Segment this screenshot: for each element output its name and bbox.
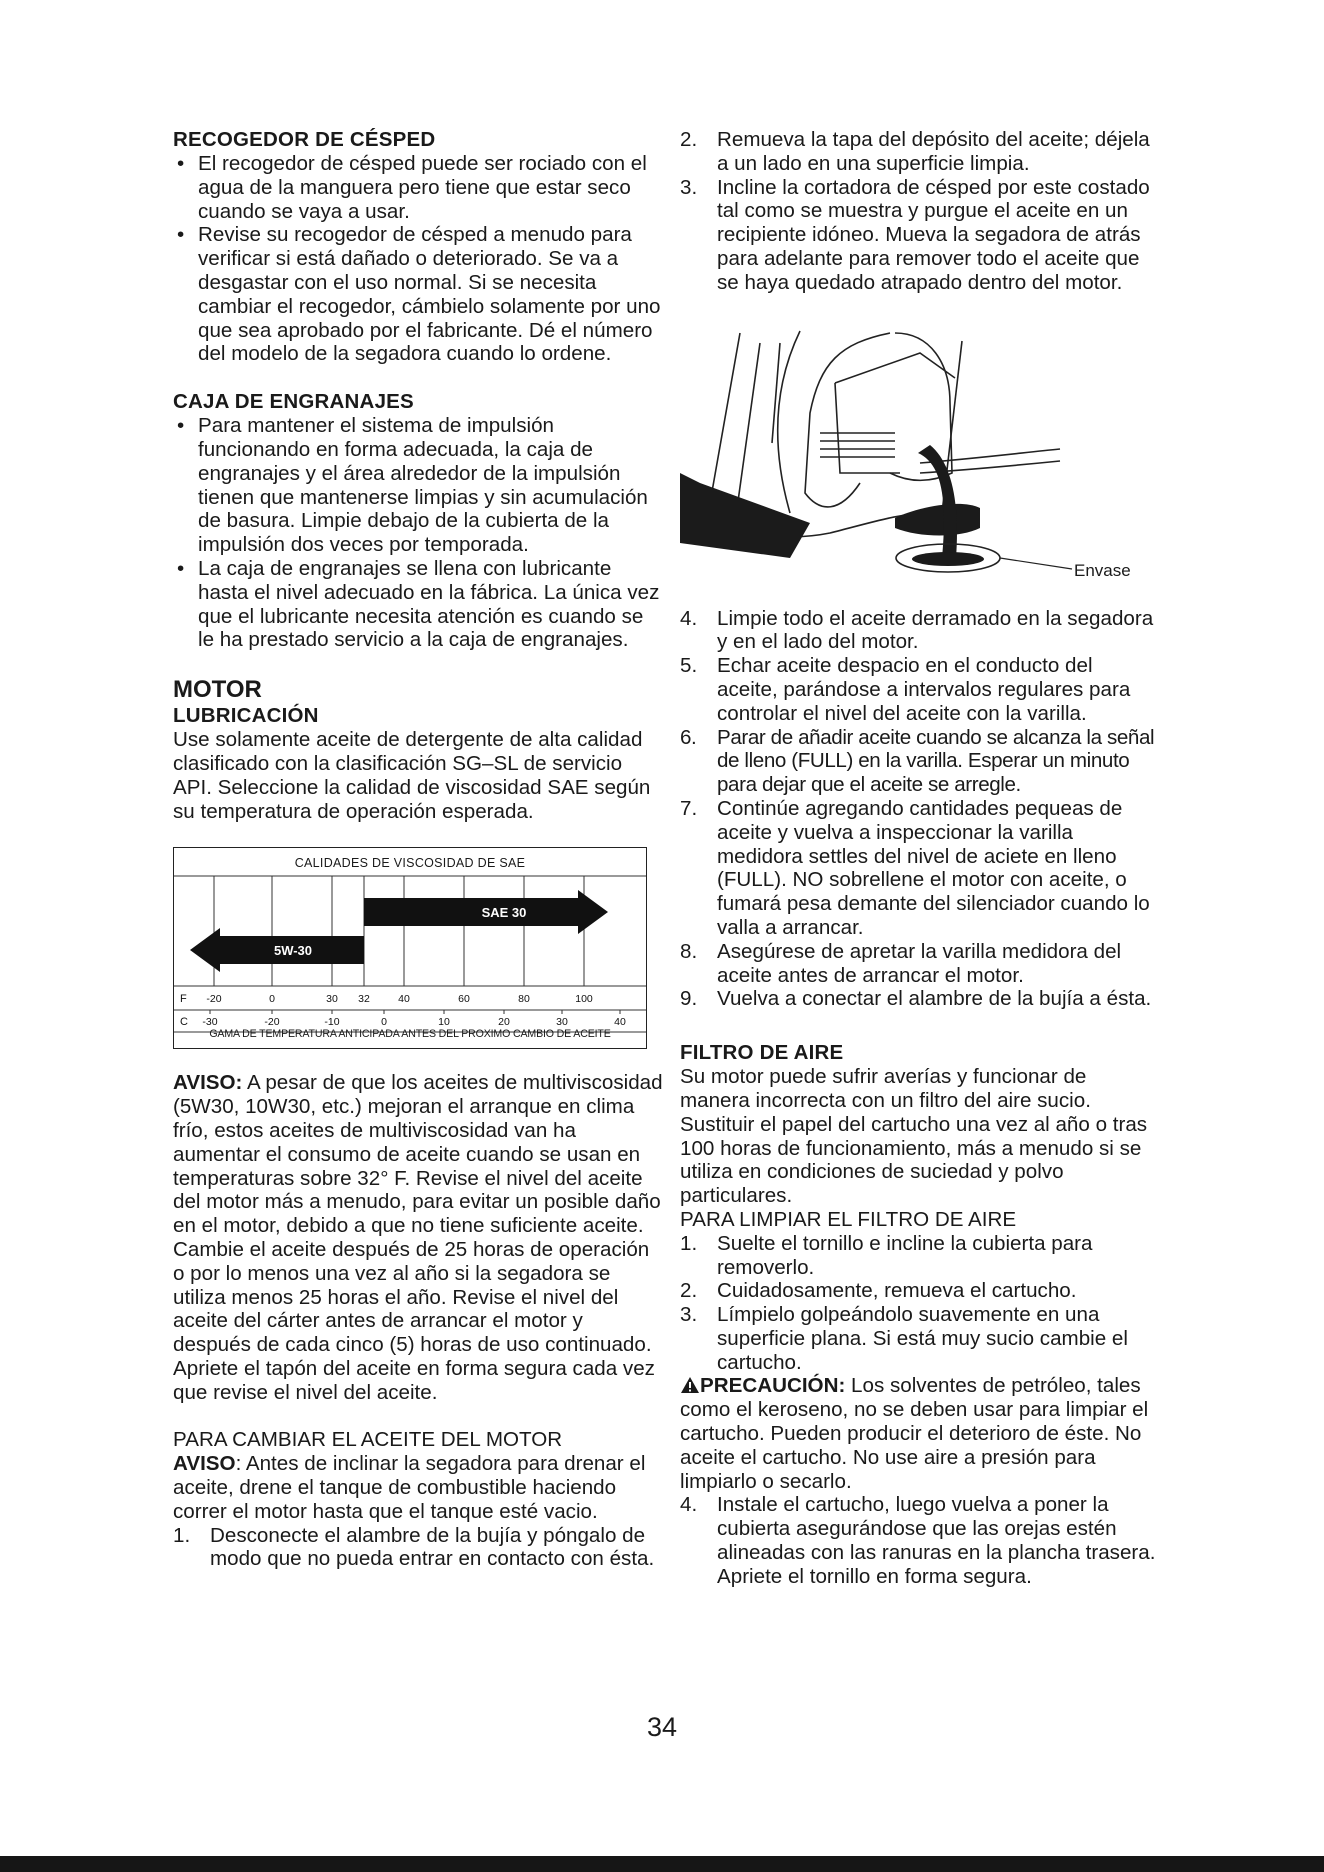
f-tick-label: -20 [206, 993, 222, 1006]
c-tick-label: -30 [202, 1016, 218, 1029]
c-tick-label: 20 [498, 1016, 510, 1029]
step-number: 1. [680, 1231, 698, 1255]
step-text: Límpielo golpeándolo suavemente en una superficie plana. Si está muy sucio cambie el cartucho. [717, 1303, 1128, 1374]
left-column [173, 128, 663, 1571]
filtro-steps-after [680, 1493, 1156, 1588]
list-item [680, 797, 1156, 940]
step-number: 7. [680, 796, 698, 820]
viscosity-chart-svg [174, 848, 646, 1048]
step-text: Echar aceite despacio en el conducto del aceite, parándose a intervalos regulares para controlar el nivel del aceite con la varilla. [717, 654, 1131, 725]
f-tick-label: 0 [269, 993, 275, 1006]
refill-steps [680, 607, 1156, 1012]
list-item: • Para mantener el sistema de impulsión funcionando en forma adecuada, la caja de engranajes y el área alrededor de la impulsión tienen que mantenerse limpias y sin acumulación de basura. Limpie debajo de la cubierta de la impulsión dos veces por temporada. [173, 414, 663, 557]
step-text: Asegúrese de apretar la varilla medidora del aceite antes de arrancar el motor. [717, 939, 1122, 987]
viscosity-chart [173, 847, 647, 1049]
cambiar-aviso-paragraph [173, 1452, 663, 1523]
step-number: 4. [680, 606, 698, 630]
filtro-subtitle: PARA LIMPIAR EL FILTRO DE AIRE [680, 1207, 1017, 1231]
list-item [680, 128, 1156, 176]
chart-title: CALIDADES DE VISCOSIDAD DE SAE [294, 856, 526, 871]
c-tick-label: -20 [264, 1016, 280, 1029]
f-tick-label: 100 [575, 993, 593, 1006]
filtro-intro: Su motor puede sufrir averías y funcionar de manera incorrecta con un filtro del aire sucio. Sustituir el papel del cartucho una vez al año o tras 100 horas de funcionamiento, más a menudo si se utiliza en condiciones de suciedad y polvo particulares. [680, 1065, 1148, 1208]
step-text: Desconecte el alambre de la bujía y póngalo de modo que no pueda entrar en contacto con ésta. [210, 1523, 655, 1571]
bottom-scan-edge [0, 1856, 1324, 1872]
list-item [173, 1524, 663, 1572]
list-item [680, 654, 1156, 725]
step-number: 9. [680, 987, 698, 1011]
f-tick-label: 30 [326, 993, 338, 1006]
step-number: 2. [680, 128, 698, 151]
lubricacion-intro: Use solamente aceite de detergente de alta calidad clasificado con la clasificación SG–SL de servicio API. Seleccione la calidad de viscosidad SAE según su temperatura de operación esperada. [173, 728, 651, 823]
series-label: 5W-30 [273, 943, 313, 959]
precaucion-paragraph [680, 1374, 1156, 1493]
step-text: Continúe agregando cantidades pequeas de aceite y vuelva a inspeccionar la varilla medidora settles del nivel de aciete en lleno (FULL). NO sobrellene el motor con aceite, o fumará pesa demante del silenciador cuando lo valla a arrancar. [717, 796, 1150, 939]
list-item [680, 940, 1156, 988]
warning-triangle-icon [680, 1376, 700, 1394]
aviso-text: : Antes de inclinar la segadora para drenar el aceite, drene el tanque de combustible haciendo correr el motor hasta que el tanque esté vacio. [173, 1452, 646, 1523]
cambiar-aceite-heading: PARA CAMBIAR EL ACEITE DEL MOTOR [173, 1428, 563, 1452]
c-tick-label: 10 [438, 1016, 450, 1029]
list-item [680, 726, 1156, 797]
f-tick-label: 80 [518, 993, 530, 1006]
list-item [680, 176, 1156, 295]
list-item [680, 987, 1156, 1011]
list-item [680, 607, 1156, 655]
aviso-label: AVISO [173, 1452, 236, 1476]
step-text: Cuidadosamente, remueva el cartucho. [717, 1279, 1077, 1303]
step-text: Instale el cartucho, luego vuelva a poner la cubierta asegurándose que las orejas estén alineadas con las ranuras en la plancha trasera. Apriete el tornillo en forma segura. [717, 1493, 1156, 1588]
motor-heading: MOTOR [173, 676, 262, 704]
step-text: Incline la cortadora de césped por este costado tal como se muestra y purgue el aceite en un recipiente idóneo. Mueva la segadora de atrás para adelante para remover todo el aceite que se haya quedado atrapado dentro del motor. [717, 175, 1150, 294]
chart-footer: GAMA DE TEMPERATURA ANTICIPADA ANTES DEL PROXIMO CAMBIO DE ACEITE [209, 1027, 611, 1040]
f-axis-label: F [180, 993, 187, 1006]
oil-drain-illustration [680, 323, 1156, 603]
aviso-text: A pesar de que los aceites de multiviscosidad (5W30, 10W30, etc.) mejoran el arranque en clima frío, estos aceites de multiviscosidad van ha aumentar el consumo de aceite cuando se usan en temperaturas sobre 32° F. Revise el nivel del aceite del motor más a menudo, para evitar un posible daño en el motor, debido a que no tiene suficiente aceite. Cambie el aceite después de 25 horas de operación o por lo menos una vez al año si la segadora se utiliza menos 25 horas el año. Revise el nivel del aceite del cárter antes de arrancar el motor y después de cada cinco (5) horas de uso continuado. Apriete el tapón del aceite en forma segura cada vez que revise el nivel del aceite. [173, 1071, 663, 1404]
caja-list [173, 414, 663, 652]
step-number: 3. [680, 1303, 698, 1327]
list-item: • La caja de engranajes se llena con lubricante hasta el nivel adecuado en la fábrica. La única vez que el lubricante necesita atención es cuando se le ha prestado servicio a la caja de engranajes. [173, 557, 663, 652]
precaucion-label: PRECAUCIÓN: [700, 1374, 846, 1398]
list-item [680, 1303, 1156, 1374]
c-tick-label: 0 [381, 1016, 387, 1029]
f-tick-label: 60 [458, 993, 470, 1006]
series-label: SAE 30 [481, 905, 527, 921]
step-number: 4. [680, 1493, 698, 1517]
f-tick-label: 32 [358, 993, 370, 1006]
drain-steps [680, 128, 1156, 295]
list-item: • Revise su recogedor de césped a menudo para verificar si está dañado o deteriorado. Se va a desgastar con el uso normal. Si se necesita cambiar el recogedor, cámbielo solamente por uno que sea aprobado por el fabricante. Dé el número del modelo de la segadora cuando lo ordene. [173, 223, 663, 366]
aviso-paragraph [173, 1071, 663, 1404]
step-number: 6. [680, 725, 697, 749]
recogedor-heading: RECOGEDOR DE CÉSPED [173, 128, 436, 151]
step-number: 3. [680, 175, 698, 199]
aviso-label: AVISO: [173, 1071, 243, 1095]
c-tick-label: 30 [556, 1016, 568, 1029]
f-tick-label: 40 [398, 993, 410, 1006]
step-number: 1. [173, 1523, 191, 1547]
list-item [680, 1493, 1156, 1588]
step-text: Vuelva a conectar el alambre de la bujía a ésta. [717, 987, 1152, 1011]
right-column [680, 128, 1156, 1589]
list-item [680, 1279, 1156, 1303]
lubricacion-heading: LUBRICACIÓN [173, 704, 319, 728]
step-text: Limpie todo el aceite derramado en la segadora y en el lado del motor. [717, 606, 1154, 654]
list-item [680, 1232, 1156, 1280]
step-text: Remueva la tapa del depósito del aceite; déjela a un lado en una superficie limpia. [717, 128, 1150, 175]
filtro-heading: FILTRO DE AIRE [680, 1041, 844, 1065]
step-text: Parar de añadir aceite cuando se alcanza la señal de lleno (FULL) en la varilla. Esperar un minuto para dejar que el aceite se arregle. [717, 725, 1155, 797]
filtro-steps [680, 1232, 1156, 1375]
recogedor-list [173, 152, 663, 366]
c-tick-label: 40 [614, 1016, 626, 1029]
caja-heading: CAJA DE ENGRANAJES [173, 390, 414, 414]
c-tick-label: -10 [324, 1016, 340, 1029]
step-number: 8. [680, 939, 698, 963]
cambiar-steps [173, 1524, 663, 1572]
figure-label-envase: Envase [1074, 560, 1131, 580]
c-axis-label: C [180, 1016, 188, 1029]
precaucion-text: Los solventes de petróleo, tales como el keroseno, no se deben usar para limpiar el cartucho. Pueden producir el deterioro de éste. No aceite el cartucho. No use aire a presión para limpiarlo o secarlo. [680, 1374, 1149, 1493]
step-number: 2. [680, 1279, 698, 1303]
step-number: 5. [680, 654, 698, 678]
step-text: Suelte el tornillo e incline la cubierta para removerlo. [717, 1231, 1093, 1279]
page-number: 34 [646, 1712, 678, 1742]
list-item: • El recogedor de césped puede ser rociado con el agua de la manguera pero tiene que estar seco cuando se vaya a usar. [173, 152, 663, 223]
